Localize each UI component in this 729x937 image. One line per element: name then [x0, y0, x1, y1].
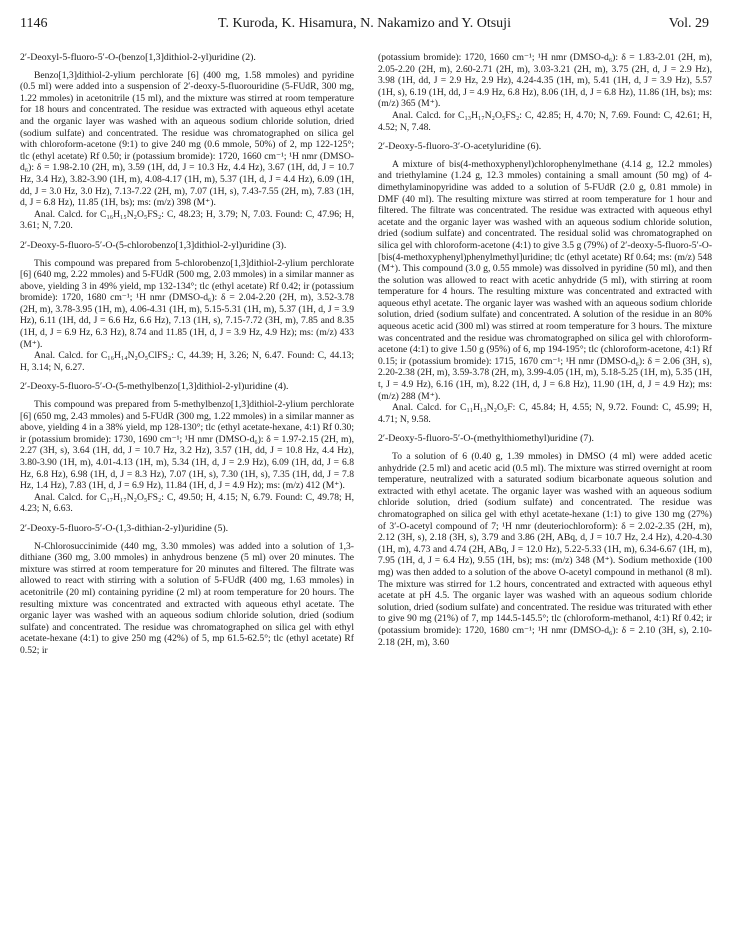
section-heading: 2′-Deoxy-5-fluoro-5′-O-(5-methylbenzo[1,3]dithiol-2-yl)uridine (4). [20, 381, 289, 393]
elemental-analysis: Anal. Calcd. for C₁₆H₁₄N₂O₅ClFS₂: C, 44.39; H, 3.26; N, 6.47. Found: C, 44.13; H, 3.14; N, 6.27. [20, 350, 354, 373]
section-heading: 2′-Deoxyl-5-fluoro-5′-O-(benzo[1,3]dithiol-2-yl)uridine (2). [20, 52, 256, 63]
left-column [20, 52, 354, 657]
elemental-analysis: Anal. Calcd. for C₁₃H₁₇N₂O₅FS₂: C, 42.85; H, 4.70; N, 7.69. Found: C, 42.61; H, 4.52; N, 7.48. [378, 109, 712, 133]
page-number: 1146 [20, 16, 48, 31]
section-heading: 2′-Deoxy-5-fluoro-5′-O-(methylthiomethyl)uridine (7). [378, 433, 594, 445]
elemental-analysis: Anal. Calcd. for C₁₇H₁₇N₂O₅FS₂: C, 49.50; H, 4.15; N, 6.79. Found: C, 49.78; H, 4.23; N, 6.63. [20, 491, 354, 515]
section-heading: 2′-Deoxy-5-fluoro-5′-O-(1,3-dithian-2-yl)uridine (5). [20, 522, 229, 534]
paragraph: N-Chlorosuccinimide (440 mg, 3.30 mmoles) was added into a solution of 1,3-dithiane (360 mg, 3.00 mmoles) in anhydrous benzene (5 ml) over 20 minutes. The mixture was stirred at room temperature for 20 minutes and filtered. The filtrate was allowed to react with stirring with a solution of 5-FUdR (400 mg, 1.63 mmoles) in acetonitrile (20 ml) containing pyridine (2 ml) at room temperature for 20 hours. The resulting mixture was concentrated and extracted with aqueous ethyl acetate. The organic layer was washed with an aqueous sodium chloride solution, dried (sodium sulfate) and concentrated. The residue was chromatographed on silica gel with ethyl acetate-hexane (4:1) to give 250 mg (42%) of 5, mp 61.5-62.5°; tlc (ethyl acetate) Rf 0.52; ir [20, 540, 354, 656]
right-column [378, 52, 712, 648]
elemental-analysis: Anal. Calcd. for C₁₁H₁₃N₂O₅F: C, 45.84; H, 4.55; N, 9.72. Found: C, 45.99; H, 4.71; N, 9.58. [378, 402, 712, 425]
paragraph: This compound was prepared from 5-chlorobenzo[1,3]dithiol-2-ylium perchlorate [6] (640 mg, 2.22 mmoles) and 5-FUdR (500 mg, 2.03 mmoles) in a similar manner as above, yielding 3 in 49% yield, mp 132-134°; tlc (ethyl acetate) Rf 0.42; ir (potassium bromide): 1720, 1680 cm⁻¹; ¹H nmr (DMSO-d₆): δ = 2.04-2.20 (2H, m), 3.52-3.78 (2H, m), 3.78-3.95 (1H, m), 4.06-4.31 (1H, m), 5.15-5.31 (1H, m), 5.37 (1H, d, J = 3.9 Hz), 6.11 (1H, dd, J = 6.6 Hz, 6.6 Hz), 7.13 (1H, s), 7.15-7.72 (3H, m), 7.85 and 8.35 (1H, d, J = 6.9 Hz, 6.3 Hz), 8.74 and 11.85 (1H, d, J = 3.9 Hz, 4.9 Hz); ms: (m/z) 433 (M⁺). [20, 257, 354, 350]
section-heading: 2′-Deoxy-5-fluoro-5′-O-(5-chlorobenzo[1,3]dithiol-2-yl)uridine (3). [20, 239, 287, 251]
paragraph: To a solution of 6 (0.40 g, 1.39 mmoles) in DMSO (4 ml) were added acetic anhydride (2.5 ml) and acetic acid (0.5 ml). The mixture was stirred overnight at room temperature, neutralized with a saturated sodium bicarbonate aqueous solution and extracted with ethyl acetate. The organic layer was washed with an aqueous sodium chloride solution, dried (sodium sulfate) and concentrated. The residue was chromatographed on silica gel with ethyl acetate-hexane (1:1) to give 130 mg (27%) of 3′-O-acetyl compound of 7; ¹H nmr (deuteriochloroform): δ = 2.02-2.35 (2H, m), 2.12 (3H, s), 2.18 (3H, s), 3.79 and 3.86 (2H, ABq, d, J = 10.7 Hz, 2.4 Hz), 4.20-4.30 (1H, m), 4.73 and 4.74 (2H, ABq, J = 12.0 Hz), 5.22-5.33 (1H, m), 6.34-6.67 (1H, m), 7.95 (1H, d, J = 6.4 Hz), 9.55 (1H, bs); ms: (m/z) 348 (M⁺). Sodium methoxide (100 mg) was then added to a solution of the above O-acetyl compound in methanol (8 ml). The mixture was stirred for 1.2 hours, concentrated and extracted with aqueous ethyl acetate at pH 4.5. The organic layer was washed with an aqueous sodium chloride solution, dried (sodium sulfate) and concentrated. The residue was triturated with ether to give 90 mg (21%) of 7, mp 144.5-145.5°; tlc (chloroform-methanol, 4:1) Rf 0.42; ir (potassium bromide): 1720, 1680 cm⁻¹; ¹H nmr (DMSO-d₆): δ = 2.10 (3H, s), 2.10-2.18 (2H, m), 3.60 [378, 451, 712, 648]
paragraph: This compound was prepared from 5-methylbenzo[1,3]dithiol-2-ylium perchlorate [6] (650 mg, 2.43 mmoles) and 5-FUdR (300 mg, 1.22 mmoles) in a similar manner as above, yielding 4 in a 38% yield, mp 128-130°; tlc (ethyl acetate-hexane, 4:1) Rf 0.30; ir (potassium bromide): 1730, 1690 cm⁻¹; ¹H nmr (DMSO-d₆): δ = 1.97-2.15 (2H, m), 2.27 (3H, s), 3.64 (1H, dd, J = 10.7 Hz, 3.2 Hz), 3.57 (1H, dd, J = 10.8 Hz, 4.4 Hz), 3.80-3.90 (1H, m), 4.01-4.13 (1H, m), 5.34 (1H, d, J = 2.9 Hz), 6.09 (1H, dd, J = 6.8 Hz, 6.8 Hz), 6.98 (1H, d, J = 8.3 Hz), 7.07 (1H, s), 7.30 (1H, s), 7.35 (1H, dd, J = 7.8 Hz, 1.4 Hz), 7.83 (1H, d, J = 6.9 Hz), 11.84 (1H, d, J = 4.9 Hz); ms: (m/z) 412 (M⁺). [20, 399, 354, 492]
section-heading: 2′-Deoxy-5-fluoro-3′-O-acetyluridine (6). [378, 141, 542, 153]
elemental-analysis: Anal. Calcd. for C₁₆H₁₅N₂O₅FS₂: C, 48.23; H, 3.79; N, 7.03. Found: C, 47.96; H, 3.61; N, 7.20. [20, 208, 354, 232]
paragraph: Benzo[1,3]dithiol-2-ylium perchlorate [6] (400 mg, 1.58 mmoles) and pyridine (0.5 ml) were added into a suspension of 2′-deoxy-5-fluorouridine (5-FUdR, 300 mg, 1.22 mmoles) in acetonitrile (15 ml), and the mixture was stirred at room temperature for 18 hours and concentrated. The residue was extracted with aqueous ethyl acetate and the organic layer was washed with an aqueous sodium chloride solution, dried (sodium sulfate) and concentrated. The residue was chromatographed on silica gel with chloroform-acetone (9:1) to give 240 mg (0.6 mmole, 50%) of 2, mp 122-125°; tlc (ethyl acetate) Rf 0.50; ir (potassium bromide): 1720, 1660 cm⁻¹; ¹H nmr (DMSO-d₆): δ = 1.98-2.10 (2H, m), 3.59 (1H, dd, J = 10.3 Hz, 4.4 Hz), 3.67 (1H, dd, J = 10.7 Hz, 3.4 Hz), 3.82-3.90 (1H, m), 4.08-4.17 (1H, m), 5.37 (1H, d, J = 4.4 Hz), 6.09 (1H, dd, J = 3.0 Hz, 3.0 Hz), 7.13-7.22 (2H, m), 7.07 (1H, s), 7.43-7.55 (2H, m), 7.83 (1H, d, J = 6.8 Hz), 11.85 (1H, bs); ms: (m/z) 398 (M⁺). [20, 69, 354, 209]
running-authors: T. Kuroda, K. Hisamura, N. Nakamizo and Y. Otsuji [218, 16, 511, 31]
paragraph-continued: (potassium bromide): 1720, 1660 cm⁻¹; ¹H nmr (DMSO-d₆): δ = 1.83-2.01 (2H, m), 2.05-2.20 (2H, m), 2.60-2.71 (2H, m), 3.03-3.21 (2H, m), 3.75 (2H, d, J = 2.9 Hz), 3.98 (1H, dd, J = 2.9 Hz, 2.9 Hz), 4.24-4.35 (1H, m), 5.41 (1H, d, J = 3.9 Hz), 5.57 (1H, s), 6.19 (1H, dd, J = 4.9 Hz, 6.8 Hz), 8.06 (1H, d, J = 6.8 Hz), 11.86 (1H, bs); ms: (m/z) 365 (M⁺). [378, 52, 712, 110]
running-header [20, 16, 709, 40]
paragraph: A mixture of bis(4-methoxyphenyl)chlorophenylmethane (4.14 g, 12.2 mmoles) and triethylamine (1.24 g, 12.3 mmoles) containing a small amount (50 mg) of 4-dimethylaminopyridine was added to a solution of 5-FUdR (2.0 g, 0.81 mmole) in DMF (40 ml). The resulting mixture was stirred at room temperature for 1 hour and filtered. The filtrate was concentrated. The residue was extracted with aqueous ethyl acetate and the organic layer was washed with an aqueous sodium chloride solution, dried (sodium sulfate) and concentrated. The residual solid was chromatographed on silica gel with chloroform-acetone (4:1) to give 3.5 g (79%) of 2′-deoxy-5-fluoro-5′-O-[bis(4-methoxyphenyl)phenylmethyl]uridine; tlc (ethyl acetate) Rf 0.64; ms: (m/z) 548 (M⁺). This compound (3.0 g, 0.55 mmole) was dissolved in pyridine (50 ml), and then the solution was allowed to react with acetic anhydride (5 ml), with stirring at room temperature for 4 hours. The resulting mixture was concentrated and extracted with aqueous ethyl acetate. The organic layer was washed with an aqueous sodium chloride solution, dried (sodium sulfate) and concentrated. A solution of the residue in an 80% aqueous acetic acid (300 ml) was stirred at room temperature for 3 hours. The mixture was concentrated and the residue was chromatographed on silica gel with chloroform-acetone (4:1) to give 1.50 g (95%) of 6, mp 194-195°; tlc (chloroform-acetone, 4:1) Rf 0.15; ir (potassium bromide): 1715, 1670 cm⁻¹; ¹H nmr (DMSO-d₆): δ = 2.06 (3H, s), 2.20-2.38 (2H, m), 3.59-3.78 (2H, m), 3.99-4.05 (1H, m), 5.18-5.25 (1H, m), 5.35 (1H, t, J = 4.9 Hz), 6.16 (1H, m), 8.22 (1H, d, J = 6.8 Hz), 11.90 (1H, d, J = 4.9 Hz); ms: (m/z) 288 (M⁺). [378, 158, 713, 402]
volume-label: Vol. 29 [668, 16, 709, 31]
